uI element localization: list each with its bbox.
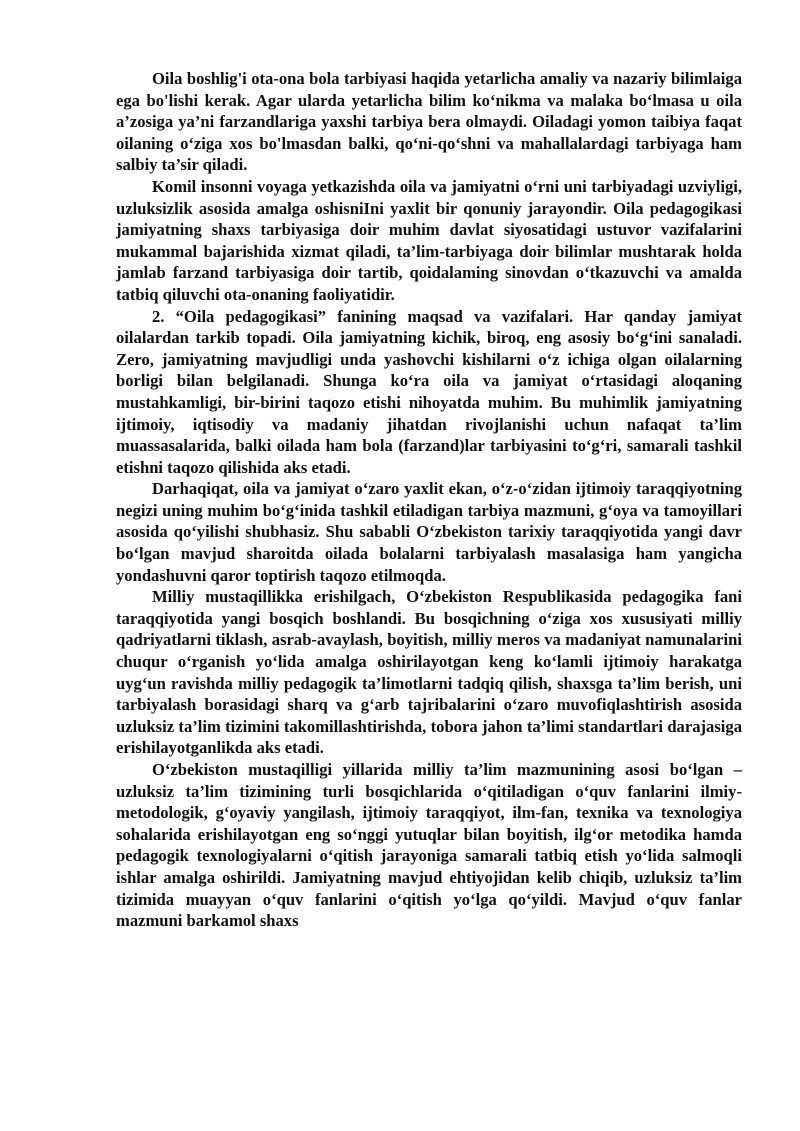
paragraph: Oila boshlig'i ota-ona bola tarbiyasi haqida yetarlicha amaliy va nazariy bilimlaiga ega bo'lishi kerak. Agar ularda yetarlicha bilim ko‘nikma va malaka bo‘lmasa u oila a’zosiga ya’ni farzandlariga yaxshi tarbiya bera olmaydi. Oiladagi yomon taibiya faqat oilaning o‘ziga xos bo'lmasdan balki, qo‘ni-qo‘shni va mahallalardagi tarbiyaga ham salbiy ta’sir qiladi. (116, 69, 742, 175)
paragraph: Komil insonni voyaga yetkazishda oila va jamiyatni o‘rni uni tarbiyadagi uzviyligi, uzluksizlik asosida amalga oshisniIni yaxlit bir qonuniy jarayondir. Oila pedagogikasi jamiyatning shaxs tarbiyasiga doir muhim davlat siyosatidagi ustuvor vazifalarini mukammal bajarishida xizmat qiladi, ta’lim-tarbiyaga doir bilimlar mushtarak holda jamlab farzand tarbiyasiga doir tartib, qoidalaming sinovdan o‘tkazuvchi va amalda tatbiq qiluvchi ota-onaning faoliyatidir. (116, 176, 742, 304)
paragraph: Milliy mustaqillikka erishilgach, O‘zbekiston Respublikasida pedagogika fani taraqqiyotida yangi bosqich boshlandi. Bu bosqichning o‘ziga xos xususiyati milliy qadriyatlarni tiklash, asrab-avaylash, boyitish, milliy meros va madaniyat namunalarini chuqur o‘rganish yo‘lida amalga oshirilayotgan keng ko‘lamli ijtimoiy harakatga uyg‘un ravishda milliy pedagogik ta’limotlarni tadqiq qilish, shaxsga ta’lim berish, uni tarbiyalash borasidagi sharq va g‘arb tajribalarini o‘zaro muvofiqlashtirish asosida uzluksiz ta’lim tizimini takomillashtirishda, tobora jahon ta’limi standartlari darajasiga erishilayotganlikda aks etadi. (116, 587, 742, 758)
paragraph: O‘zbekiston mustaqilligi yillarida milliy ta’lim mazmunining asosi bo‘lgan – uzluksiz ta’lim tizimining turli bosqichlarida o‘qitiladigan o‘quv fanlarini ilmiy-metodologik, g‘oyaviy yangilash, ijtimoiy taraqqiyot, ilm-fan, texnika va texnologiya sohalarida erishilayotgan eng so‘nggi yutuqlar bilan boyitish, ilg‘or metodika hamda pedagogik texnologiyalarni o‘qitish jarayoniga samarali tatbiq etish yo‘lida salmoqli ishlar amalga oshirildi. Jamiyatning mavjud ehtiyojidan kelib chiqib, uzluksiz ta’lim tizimida muayyan o‘quv fanlarini o‘qitish yo‘lga qo‘yildi. Mavjud o‘quv fanlar mazmuni barkamol shaxs (116, 760, 742, 931)
paragraph: Darhaqiqat, oila va jamiyat o‘zaro yaxlit ekan, o‘z-o‘zidan ijtimoiy taraqqiyotning negizi uning muhim bo‘g‘inida tashkil etiladigan tarbiya mazmuni, g‘oya va tamoyillari asosida qo‘yilishi shubhasiz. Shu sababli O‘zbekiston tarixiy taraqqiyotida yangi davr bo‘lgan mavjud sharoitda oilada bolalarni tarbiyalash masalasiga ham yangicha yondashuvni qaror toptirish taqozo etilmoqda. (116, 479, 742, 585)
paragraph: 2. “Oila pedagogikasi” fanining maqsad va vazifalari. Har qanday jamiyat oilalardan tarkib topadi. Oila jamiyatning kichik, biroq, eng asosiy bo‘g‘ini sanaladi. Zero, jamiyatning mavjudligi unda yashovchi kishilarni o‘z ichiga olgan oilalarning borligi bilan belgilanadi. Shunga ko‘ra oila va jamiyat o‘rtasidagi aloqaning mustahkamligi, bir-birini taqozo etishi nihoyatda muhim. Bu muhimlik jamiyatning ijtimoiy, iqtisodiy va madaniy jihatdan rivojlanishi uchun nafaqat ta’lim muassasalarida, balki oilada ham bola (farzand)lar tarbiyasini to‘g‘ri, samarali tashkil etishni taqozo qilishida aks etadi. (116, 306, 742, 477)
